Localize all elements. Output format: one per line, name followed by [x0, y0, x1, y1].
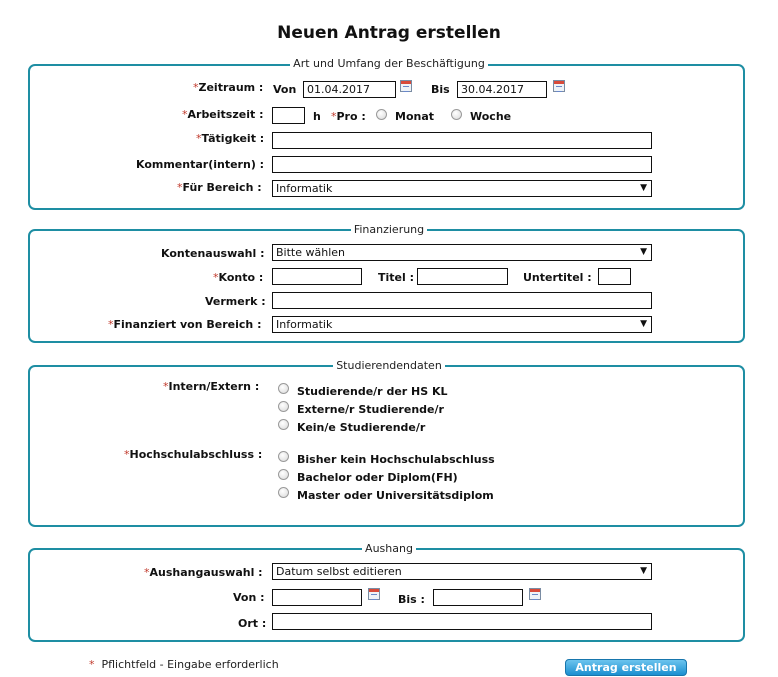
legend-art-umfang: Art und Umfang der Beschäftigung	[0, 57, 778, 70]
intern-radio-1[interactable]	[278, 383, 289, 394]
fuer-bereich-select[interactable]	[272, 180, 652, 197]
required-note: * Pflichtfeld - Eingabe erforderlich	[89, 658, 279, 671]
kontenauswahl-label: Kontenauswahl :	[161, 247, 265, 260]
abschluss-option: Master oder Universitätsdiplom	[297, 489, 494, 502]
legend-finanzierung: Finanzierung	[0, 223, 778, 236]
hochschulabschluss-label: *Hochschulabschluss :	[124, 448, 263, 461]
aushang-bis-input[interactable]	[433, 589, 523, 606]
intern-radio-3[interactable]	[278, 419, 289, 430]
aushang-bis-label: Bis :	[398, 593, 425, 606]
fuer-bereich-label: *Für Bereich :	[177, 181, 262, 194]
aushang-von-input[interactable]	[272, 589, 362, 606]
von-label: Von	[273, 83, 297, 96]
page-title: Neuen Antrag erstellen	[277, 23, 501, 43]
aushangauswahl-value: Datum selbst editieren	[276, 565, 402, 578]
legend-aushang: Aushang	[0, 542, 778, 555]
intern-option: Externe/r Studierende/r	[297, 403, 444, 416]
aushangauswahl-select[interactable]	[272, 563, 652, 580]
taetigkeit-label: *Tätigkeit :	[196, 132, 265, 145]
kontenauswahl-select[interactable]	[272, 244, 652, 261]
intern-option: Kein/e Studierende/r	[297, 421, 426, 434]
intern-radio-2[interactable]	[278, 401, 289, 412]
hours-unit-label: h	[313, 110, 321, 123]
aushang-von-label: Von :	[233, 591, 265, 604]
monat-label: Monat	[395, 110, 435, 123]
calendar-icon[interactable]	[553, 80, 565, 92]
konto-input[interactable]	[272, 268, 362, 285]
zeitraum-bis-input[interactable]: 30.04.2017	[457, 81, 547, 98]
konto-label: *Konto :	[213, 271, 264, 284]
ort-input[interactable]	[272, 613, 652, 630]
finanziert-select[interactable]	[272, 316, 652, 333]
kommentar-input[interactable]	[272, 156, 652, 173]
arbeitszeit-label: *Arbeitszeit :	[182, 108, 264, 121]
intern-extern-label: *Intern/Extern :	[163, 380, 260, 393]
untertitel-label: Untertitel :	[523, 271, 592, 284]
dropdown-arrow-icon: ▼	[640, 183, 647, 193]
abschluss-option: Bachelor oder Diplom(FH)	[297, 471, 458, 484]
taetigkeit-input[interactable]	[272, 132, 652, 149]
finanziert-label: *Finanziert von Bereich :	[108, 318, 262, 331]
calendar-icon[interactable]	[400, 80, 412, 92]
titel-input[interactable]	[417, 268, 508, 285]
zeitraum-von-input[interactable]: 01.04.2017	[303, 81, 396, 98]
dropdown-arrow-icon: ▼	[640, 566, 647, 576]
abschluss-radio-1[interactable]	[278, 451, 289, 462]
woche-radio[interactable]	[451, 109, 462, 120]
calendar-icon[interactable]	[368, 588, 380, 600]
ort-label: Ort :	[238, 617, 267, 630]
legend-studierendendaten: Studierendendaten	[0, 359, 778, 372]
bis-label: Bis	[431, 83, 450, 96]
monat-radio[interactable]	[376, 109, 387, 120]
abschluss-radio-3[interactable]	[278, 487, 289, 498]
intern-option: Studierende/r der HS KL	[297, 385, 448, 398]
aushangauswahl-label: *Aushangauswahl :	[144, 566, 263, 579]
pro-label: *Pro :	[331, 110, 366, 123]
kommentar-label: Kommentar(intern) :	[136, 158, 265, 171]
dropdown-arrow-icon: ▼	[640, 247, 647, 257]
woche-label: Woche	[470, 110, 512, 123]
zeitraum-label: *Zeitraum :	[193, 81, 264, 94]
fuer-bereich-value: Informatik	[276, 182, 333, 195]
antrag-erstellen-button[interactable]: Antrag erstellen	[565, 659, 687, 676]
abschluss-radio-2[interactable]	[278, 469, 289, 480]
finanziert-value: Informatik	[276, 318, 333, 331]
untertitel-input[interactable]	[598, 268, 631, 285]
kontenauswahl-value: Bitte wählen	[276, 246, 345, 259]
vermerk-input[interactable]	[272, 292, 652, 309]
calendar-icon[interactable]	[529, 588, 541, 600]
dropdown-arrow-icon: ▼	[640, 319, 647, 329]
arbeitszeit-input[interactable]	[272, 107, 305, 124]
titel-label: Titel :	[378, 271, 414, 284]
vermerk-label: Vermerk :	[205, 295, 266, 308]
abschluss-option: Bisher kein Hochschulabschluss	[297, 453, 495, 466]
